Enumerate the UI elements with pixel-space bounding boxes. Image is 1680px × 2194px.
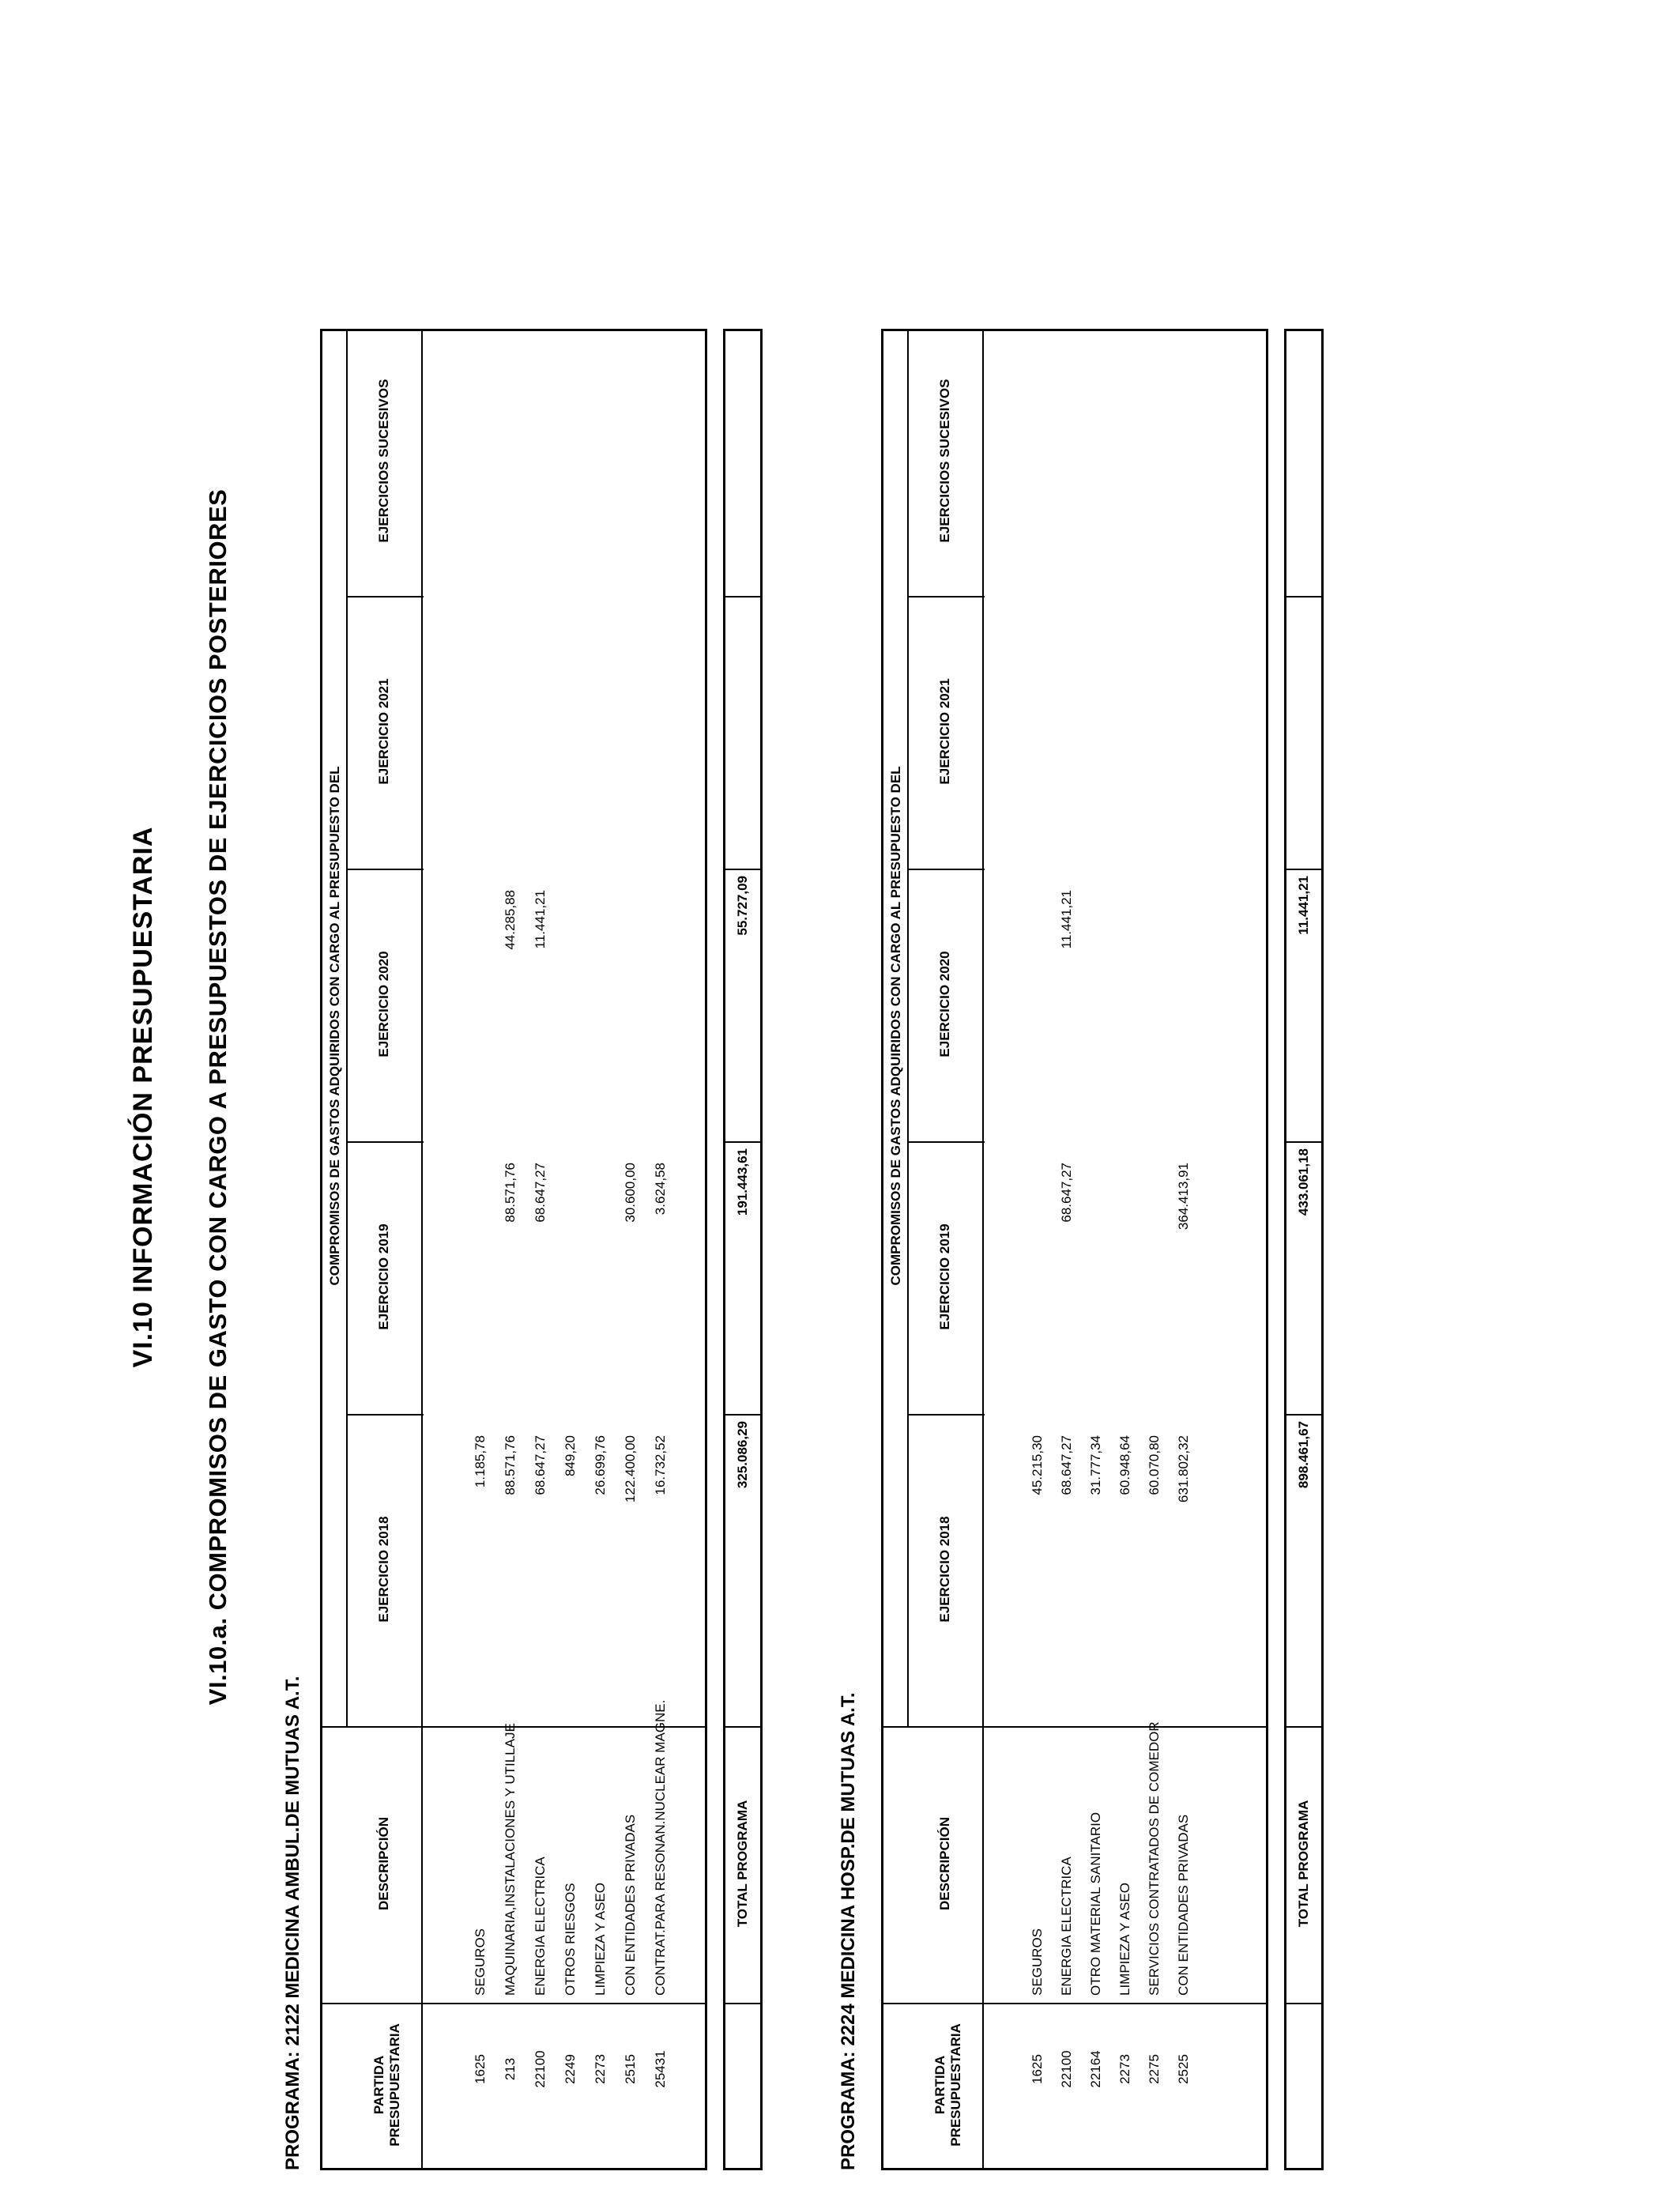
group-header-divider	[346, 329, 348, 1728]
row-code: 2273	[593, 2054, 608, 2084]
total-value-e2018: 898.461,67	[1296, 1421, 1311, 1489]
row-value-e2020: 44.285,88	[503, 890, 518, 950]
header-e2018: EJERCICIO 2018	[937, 1516, 952, 1623]
total-divider	[725, 1414, 760, 1416]
total-row	[1284, 329, 1324, 2170]
total-label: TOTAL PROGRAMA	[1296, 1800, 1311, 1928]
header-e2021: EJERCICIO 2021	[937, 678, 952, 785]
total-divider	[1286, 869, 1321, 870]
row-code: 22164	[1088, 2050, 1103, 2088]
header-group: COMPROMISOS DE GASTOS ADQUIRIDOS CON CARGO AL PRESUPUESTO DEL	[327, 766, 342, 1286]
total-value-e2020: 55.727,09	[735, 876, 750, 936]
row-description: MAQUINARIA,INSTALACIONES Y UTILLAJE	[503, 1723, 518, 1996]
header-partida-line1: PARTIDA	[932, 2055, 947, 2115]
row-code: 2515	[623, 2054, 638, 2084]
total-row	[723, 329, 763, 2170]
header-partida-line2: PRESUPUESTARIA	[387, 2023, 402, 2147]
header-descripcion: DESCRIPCIÓN	[376, 1816, 391, 1911]
row-value-e2019: 30.600,00	[623, 1163, 638, 1223]
row-description: OTRO MATERIAL SANITARIO	[1088, 1811, 1103, 1996]
row-code: 1625	[473, 2054, 488, 2084]
row-value-e2019: 3.624,58	[653, 1163, 668, 1216]
total-divider	[1286, 1141, 1321, 1143]
program-title: PROGRAMA: 2122 MEDICINA AMBUL.DE MUTUAS A.T.	[282, 1676, 303, 2170]
row-code: 22100	[533, 2050, 548, 2088]
row-value-e2018: 631.802,32	[1176, 1435, 1191, 1503]
header-e2020: EJERCICIO 2020	[376, 951, 391, 1057]
total-divider	[1286, 596, 1321, 598]
row-code: 22100	[1059, 2050, 1074, 2088]
row-value-e2019: 68.647,27	[1059, 1163, 1074, 1223]
page-subtitle: VI.10.a. COMPROMISOS DE GASTO CON CARGO A PRESUPUESTOS DE EJERCICIOS POSTERIORES	[204, 488, 232, 1706]
row-value-e2019: 88.571,76	[503, 1163, 518, 1223]
program-table	[320, 329, 707, 2170]
row-value-e2018: 88.571,76	[503, 1435, 518, 1495]
total-divider	[725, 869, 760, 870]
row-code: 213	[503, 2057, 518, 2081]
header-partida	[932, 2002, 964, 2168]
header-e2018: EJERCICIO 2018	[376, 1516, 391, 1623]
row-value-e2018: 1.185,78	[473, 1435, 488, 1488]
row-description: LIMPIEZA Y ASEO	[593, 1883, 608, 1996]
total-divider	[725, 1141, 760, 1143]
header-partida-line2: PRESUPUESTARIA	[948, 2023, 963, 2147]
row-value-e2018: 45.215,30	[1030, 1435, 1045, 1495]
row-value-e2018: 26.699,76	[593, 1435, 608, 1495]
program-table	[881, 329, 1268, 2170]
total-value-e2020: 11.441,21	[1296, 876, 1311, 935]
row-description: SERVICIOS CONTRATADOS DE COMEDOR	[1147, 1721, 1162, 1996]
row-description: SEGUROS	[1030, 1928, 1045, 1996]
header-partida	[371, 2002, 403, 2168]
header-sucesivos: EJERCICIOS SUCESIVOS	[376, 379, 391, 543]
program-title: PROGRAMA: 2224 MEDICINA HOSP.DE MUTUAS A.T.	[838, 1692, 859, 2170]
header-e2020: EJERCICIO 2020	[937, 951, 952, 1057]
row-value-e2018: 60.948,64	[1117, 1435, 1132, 1495]
row-code: 2249	[563, 2054, 578, 2084]
total-value-e2019: 191.443,61	[735, 1148, 750, 1216]
row-description: OTROS RIESGOS	[563, 1883, 578, 1996]
row-code: 1625	[1030, 2054, 1045, 2084]
row-description: LIMPIEZA Y ASEO	[1117, 1883, 1132, 1996]
group-header-divider	[907, 329, 909, 1728]
row-code: 2273	[1117, 2054, 1132, 2084]
header-descripcion: DESCRIPCIÓN	[937, 1816, 952, 1911]
row-value-e2020: 11.441,21	[533, 890, 548, 949]
total-divider	[725, 2003, 760, 2004]
row-code: 2525	[1176, 2054, 1191, 2084]
row-description: SEGUROS	[473, 1928, 488, 1996]
row-value-e2019: 364.413,91	[1176, 1163, 1191, 1231]
row-code: 25431	[653, 2050, 668, 2088]
total-value-e2018: 325.086,29	[735, 1421, 750, 1489]
header-divider	[421, 331, 423, 2168]
row-description: CON ENTIDADES PRIVADAS	[623, 1814, 638, 1996]
row-description: CON ENTIDADES PRIVADAS	[1176, 1814, 1191, 1996]
total-value-e2019: 433.061,18	[1296, 1148, 1311, 1216]
row-value-e2018: 68.647,27	[1059, 1435, 1074, 1495]
header-e2021: EJERCICIO 2021	[376, 678, 391, 785]
row-value-e2018: 849,20	[563, 1435, 578, 1476]
header-sucesivos: EJERCICIOS SUCESIVOS	[937, 379, 952, 543]
row-description: ENERGIA ELECTRICA	[1059, 1857, 1074, 1996]
row-value-e2018: 122.400,00	[623, 1435, 638, 1503]
row-value-e2018: 60.070,80	[1147, 1435, 1162, 1495]
total-divider	[1286, 1414, 1321, 1416]
header-e2019: EJERCICIO 2019	[376, 1223, 391, 1330]
header-divider	[982, 331, 984, 2168]
total-divider	[1286, 2003, 1321, 2004]
row-description: CONTRAT.PARA RESONAN.NUCLEAR MAGNE.	[653, 1699, 668, 1996]
row-value-e2020: 11.441,21	[1059, 890, 1074, 949]
row-value-e2018: 31.777,34	[1088, 1435, 1103, 1495]
row-value-e2018: 68.647,27	[533, 1435, 548, 1495]
row-description: ENERGIA ELECTRICA	[533, 1857, 548, 1996]
header-group: COMPROMISOS DE GASTOS ADQUIRIDOS CON CARGO AL PRESUPUESTO DEL	[888, 766, 903, 1286]
total-label: TOTAL PROGRAMA	[735, 1800, 750, 1928]
total-divider	[725, 596, 760, 598]
row-code: 2275	[1147, 2054, 1162, 2084]
header-partida-line1: PARTIDA	[371, 2055, 386, 2115]
row-value-e2019: 68.647,27	[533, 1163, 548, 1223]
page-title: VI.10 INFORMACIÓN PRESUPUESTARIA	[128, 826, 158, 1368]
row-value-e2018: 16.732,52	[653, 1435, 668, 1495]
header-e2019: EJERCICIO 2019	[937, 1223, 952, 1330]
